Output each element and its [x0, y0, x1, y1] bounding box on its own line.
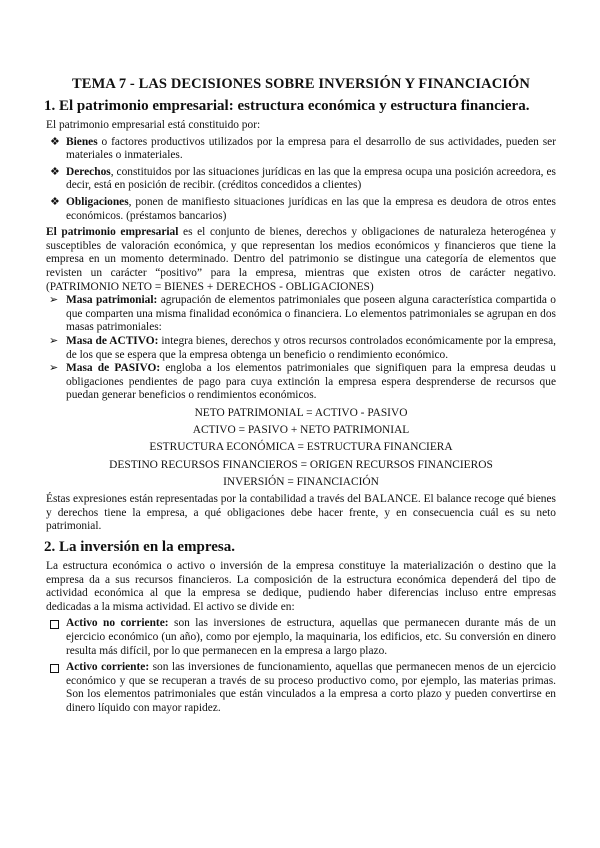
- list-item: [46, 136, 556, 163]
- arrow-bullet-icon: ➢: [49, 362, 59, 375]
- section-1-intro: El patrimonio empresarial está constituido por:: [46, 119, 261, 131]
- item-text: engloba a los elementos patrimoniales que signifiquen para la empresa deudas u obligaciones pendientes de pago para cuya extinción la empresa espera desprenderse de recursos que puedan generar beneficios o rendimientos económicos.: [66, 362, 556, 402]
- definition-term: El patrimonio empresarial: [46, 226, 179, 239]
- definition-paragraph: [46, 226, 556, 294]
- checkbox-bullet-icon: [50, 664, 59, 673]
- list-item: [46, 661, 556, 715]
- diamond-bullet-icon: ❖: [50, 165, 60, 178]
- item-term: Masa de ACTIVO:: [66, 334, 159, 347]
- item-term: Bienes: [66, 135, 98, 148]
- list-item: [46, 362, 556, 403]
- arrow-bullet-icon: ➢: [49, 294, 59, 307]
- item-term: Activo corriente:: [66, 661, 150, 674]
- equation: ESTRUCTURA ECONÓMICA = ESTRUCTURA FINANCIERA: [149, 441, 453, 454]
- checkbox-bullet-icon: [50, 620, 59, 629]
- item-term: Derechos: [66, 165, 111, 178]
- patrimonio-components-list: [46, 136, 556, 224]
- item-text: , constituidos por las situaciones jurídicas en las que la empresa ocupa una posición acreedora, es decir, está en posición de recibir. (créditos concedidos a clientes): [66, 165, 556, 192]
- equation: INVERSIÓN = FINANCIACIÓN: [223, 476, 379, 488]
- list-item: [46, 617, 556, 658]
- item-term: Obligaciones: [66, 195, 129, 208]
- section-1-heading: 1. El patrimonio empresarial: estructura económica y estructura financiera.: [44, 98, 530, 114]
- diamond-bullet-icon: ❖: [50, 195, 60, 208]
- definition-text: es el conjunto de bienes, derechos y obligaciones de naturaleza heterogénea y susceptibles de valoración económica, y que representan los medios económicos y financieros que tiene la empresa en un momento determinado. Dentro del patrimonio se distingue una categoría de elementos que revisten un carácter “positivo” para la empresa, mientras que existen otros de carácter negativo. (PATRIMONIO NETO = BIENES + DERECHOS - OBLIGACIONES): [46, 226, 556, 293]
- equation: ACTIVO = PASIVO + NETO PATRIMONIAL: [192, 424, 410, 437]
- equation: DESTINO RECURSOS FINANCIEROS = ORIGEN RECURSOS FINANCIEROS: [109, 458, 493, 471]
- equation: NETO PATRIMONIAL = ACTIVO - PASIVO: [194, 406, 408, 419]
- section-2-intro: La estructura económica o activo o inversión de la empresa constituye la materialización o destino que la empresa da a sus recursos financieros. La composición de la estructura económica dependerá del tipo de actividad económica al que la empresa se dedique, pudiendo haber diferencias incluso entre empresas dedicadas a la misma actividad. El activo se divide en:: [46, 560, 556, 613]
- item-text: o factores productivos utilizados por la empresa para el desarrollo de sus actividades, pueden ser materiales o inmateriales.: [66, 135, 556, 162]
- document-content: [46, 76, 556, 719]
- list-item: [46, 166, 556, 193]
- balance-paragraph: Éstas expresiones están representadas por la contabilidad a través del BALANCE. El balance recoge qué bienes y derechos tiene la empresa, a qué obligaciones debe hacer frente, y en consecuencia cuál es su neto patrimonial.: [46, 493, 556, 533]
- item-term: Activo no corriente:: [66, 617, 169, 630]
- list-item: [46, 335, 556, 362]
- equations-block: [46, 407, 556, 490]
- diamond-bullet-icon: ❖: [50, 135, 60, 148]
- page-title: TEMA 7 - LAS DECISIONES SOBRE INVERSIÓN Y FINANCIACIÓN: [72, 76, 530, 92]
- item-text: son las inversiones de funcionamiento, aquellas que permanecen menos de un ejercicio económico y que se recuperan a través de su proceso productivo como, por ejemplo, las materias primas. Son los elementos patrimoniales que están vinculados a la empresa a corto plazo y pueden convertirse en dinero líquido con mayor rapidez.: [66, 661, 556, 714]
- arrow-bullet-icon: ➢: [49, 334, 59, 347]
- item-term: Masa de PASIVO:: [66, 362, 161, 375]
- list-item: [46, 294, 556, 335]
- item-text: integra bienes, derechos y otros recursos controlados económicamente por la empresa, de los que se espera que la empresa obtenga un beneficio o rendimiento económico.: [66, 334, 556, 361]
- activo-types-list: [46, 617, 556, 715]
- item-text: son las inversiones de estructura, aquellas que permanecen durante más de un ejercicio económico (un año), como por ejemplo, la maquinaria, los edificios, etc. Su conversión en dinero resulta más difícil, por lo que permanecen en la empresa a largo plazo.: [66, 617, 556, 657]
- item-term: Masa patrimonial:: [66, 294, 158, 307]
- section-2-heading: 2. La inversión en la empresa.: [44, 539, 235, 556]
- item-text: agrupación de elementos patrimoniales que poseen alguna característica compartida o que comparten una misma finalidad económica o financiera. Lo elementos patrimoniales se agrupan en dos masas patrimoniales:: [66, 294, 556, 334]
- list-item: [46, 196, 556, 223]
- masses-list: [46, 294, 556, 403]
- item-text: , ponen de manifiesto situaciones jurídicas en las que la empresa es deudora de otros entes económicos. (préstamos bancarios): [66, 195, 556, 222]
